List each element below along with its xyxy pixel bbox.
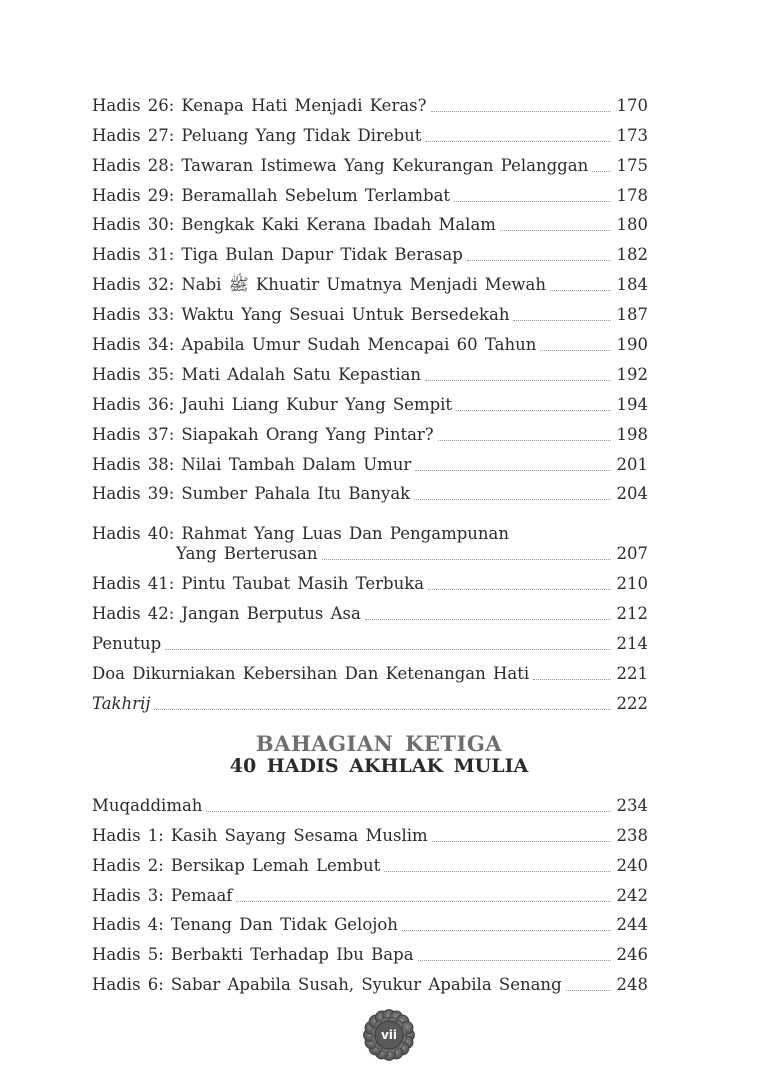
toc-entry-label — [92, 796, 202, 816]
dot-leader — [236, 900, 610, 902]
toc-entry-label — [92, 156, 588, 176]
toc-entry-title: Berbakti Terhadap Ibu Bapa — [170, 945, 414, 965]
hadis-number: Hadis 31: — [92, 245, 175, 265]
toc-entry-title: Apabila Umur Sudah Mencapai 60 Tahun — [181, 335, 537, 355]
dot-leader — [540, 349, 610, 351]
toc-entry[interactable] — [92, 176, 648, 206]
toc-entry-label — [92, 975, 562, 995]
hadis-number: Hadis 40: — [92, 524, 175, 544]
toc-entry[interactable] — [92, 654, 648, 684]
toc-page-number: 246 — [616, 945, 648, 965]
hadis-number: Hadis 4: — [92, 915, 164, 935]
dot-leader — [384, 870, 610, 872]
toc-page-number: 180 — [616, 215, 648, 235]
toc-entry[interactable] — [92, 265, 648, 295]
toc-page-number: 173 — [616, 125, 648, 145]
toc-page-number: 192 — [616, 364, 648, 384]
dot-leader — [428, 588, 610, 590]
hadis-number: Hadis 36: — [92, 394, 175, 414]
hadis-number: Hadis 6: — [92, 975, 164, 995]
toc-entry[interactable] — [92, 86, 648, 116]
hadis-number: Hadis 39: — [92, 484, 175, 504]
hadis-number: Hadis 41: — [92, 574, 175, 594]
toc-page-number: 240 — [616, 855, 648, 875]
toc-entry-label — [92, 365, 421, 385]
dot-leader — [513, 319, 610, 321]
toc-entry-title: Kenapa Hati Menjadi Keras? — [181, 95, 427, 115]
toc-entry-label — [92, 186, 450, 206]
toc-entry[interactable] — [92, 385, 648, 415]
toc-page-number: 184 — [616, 275, 648, 295]
toc-entry[interactable] — [92, 786, 648, 816]
toc-page-number: 170 — [616, 95, 648, 115]
dot-leader — [206, 810, 610, 812]
dot-leader — [418, 959, 611, 961]
toc-entry-line-1 — [92, 514, 648, 544]
toc-entry-label — [92, 604, 361, 624]
dot-leader — [365, 618, 611, 620]
toc-entry-title: Bersikap Lemah Lembut — [170, 855, 381, 875]
toc-entry[interactable] — [92, 355, 648, 385]
toc-entry-label — [92, 395, 452, 415]
toc-entry-title: Kasih Sayang Sesama Muslim — [170, 825, 428, 845]
toc-part-1 — [92, 86, 648, 714]
dot-leader — [432, 840, 611, 842]
hadis-number: Hadis 32: — [92, 275, 175, 295]
toc-entry-title: Tawaran Istimewa Yang Kekurangan Pelanggan — [181, 155, 589, 175]
toc-entry-label — [92, 484, 410, 504]
dot-leader — [533, 678, 610, 680]
toc-entry[interactable] — [92, 846, 648, 876]
dot-leader — [456, 409, 610, 411]
toc-entry-label — [92, 425, 434, 445]
toc-page-number: 201 — [616, 454, 648, 474]
toc-entry[interactable] — [92, 206, 648, 236]
toc-entry-label — [92, 886, 232, 906]
hadis-number: Hadis 5: — [92, 945, 164, 965]
toc-entry[interactable] — [92, 816, 648, 846]
toc-entry-line-2 — [92, 544, 648, 564]
toc-part-2 — [92, 786, 648, 995]
toc-entry-title: Bengkak Kaki Kerana Ibadah Malam — [181, 215, 496, 235]
dot-leader — [154, 708, 610, 710]
toc-page-number: 198 — [616, 424, 648, 444]
toc-page-number: 178 — [616, 185, 648, 205]
toc-entry[interactable] — [92, 965, 648, 995]
dot-leader — [425, 379, 610, 381]
toc-entry-title: Jauhi Liang Kubur Yang Sempit — [181, 394, 453, 414]
toc-page-number: 175 — [616, 155, 648, 175]
toc-page-number: 212 — [616, 604, 648, 624]
toc-entry-label — [92, 634, 161, 654]
toc-page-number: 244 — [616, 915, 648, 935]
dot-leader — [454, 200, 610, 202]
toc-entry[interactable] — [92, 594, 648, 624]
hadis-number: Hadis 29: — [92, 185, 175, 205]
page-number-badge — [362, 1008, 416, 1062]
toc-page-number: 210 — [616, 574, 648, 594]
toc-entry-title: Pemaaf — [170, 885, 233, 905]
toc-page-number: 234 — [616, 795, 648, 815]
toc-entry-label — [92, 826, 428, 846]
toc-entry-title: Waktu Yang Sesuai Untuk Bersedekah — [181, 305, 510, 325]
toc-entry-label — [92, 574, 424, 594]
toc-entry[interactable] — [92, 146, 648, 176]
toc-entry-title: Mati Adalah Satu Kepastian — [181, 364, 422, 384]
hadis-number: Hadis 27: — [92, 125, 175, 145]
toc-page-number: 194 — [616, 394, 648, 414]
dot-leader — [415, 469, 610, 471]
hadis-number: Hadis 3: — [92, 885, 164, 905]
toc-page-number: 182 — [616, 245, 648, 265]
page-number: vii — [380, 1028, 398, 1042]
toc-entry-title: Sumber Pahala Itu Banyak — [181, 484, 411, 504]
toc-entry-title: Sabar Apabila Susah, Syukur Apabila Senang — [170, 975, 562, 995]
toc-entry-title: Penutup — [92, 634, 162, 654]
toc-entry-title: Tenang Dan Tidak Gelojoh — [170, 915, 398, 935]
dot-leader — [550, 289, 611, 291]
dot-leader — [431, 110, 611, 112]
toc-entry[interactable] — [92, 935, 648, 965]
toc-page-number: 204 — [616, 484, 648, 504]
hadis-number: Hadis 2: — [92, 855, 164, 875]
toc-entry-label — [92, 96, 427, 116]
toc-entry-title: Tiga Bulan Dapur Tidak Berasap — [181, 245, 463, 265]
toc-page-number: 242 — [616, 885, 648, 905]
hadis-number: Hadis 35: — [92, 364, 175, 384]
toc-page-number: 207 — [616, 544, 648, 564]
toc-entry[interactable] — [92, 445, 648, 475]
toc-entry-title: Nabi ﷺ Khuatir Umatnya Menjadi Mewah — [181, 275, 546, 295]
dot-leader — [402, 929, 611, 931]
dot-leader — [165, 648, 610, 650]
toc-entry[interactable] — [92, 504, 648, 564]
toc-entry-label — [92, 305, 509, 325]
toc-entry[interactable] — [92, 415, 648, 445]
toc-entry[interactable] — [92, 684, 648, 714]
toc-entry-label — [92, 455, 411, 475]
toc-entry[interactable] — [92, 475, 648, 505]
hadis-number: Hadis 34: — [92, 335, 175, 355]
toc-page-number: 214 — [616, 634, 648, 654]
hadis-number: Hadis 30: — [92, 215, 175, 235]
hadis-number: Hadis 38: — [92, 454, 175, 474]
dot-leader — [438, 439, 611, 441]
dot-leader — [500, 229, 611, 231]
toc-page-number: 187 — [616, 305, 648, 325]
hadis-number: Hadis 28: — [92, 155, 175, 175]
dot-leader — [322, 558, 611, 560]
hadis-number: Hadis 33: — [92, 305, 175, 325]
toc-entry-title: Pintu Taubat Masih Terbuka — [181, 574, 425, 594]
toc-page-number: 238 — [616, 825, 648, 845]
toc-entry[interactable] — [92, 876, 648, 906]
section-heading: BAHAGIAN KETIGA — [255, 731, 503, 756]
toc-entry-title: Jangan Berputus Asa — [181, 604, 361, 624]
toc-entry-label — [92, 245, 463, 265]
toc-entry[interactable] — [92, 906, 648, 936]
hadis-number: Hadis 26: — [92, 95, 175, 115]
toc-page-number: 222 — [616, 693, 648, 713]
toc-entry[interactable] — [92, 235, 648, 265]
toc-entry[interactable] — [92, 564, 648, 594]
dot-leader — [414, 498, 610, 500]
hadis-number: Hadis 42: — [92, 604, 175, 624]
toc-entry-label — [92, 335, 536, 355]
toc-entry-title: Siapakah Orang Yang Pintar? — [181, 424, 434, 444]
dot-leader — [592, 170, 610, 172]
toc-page-number: 221 — [616, 664, 648, 684]
toc-entry[interactable] — [92, 325, 648, 355]
toc-entry[interactable] — [92, 116, 648, 146]
toc-entry-title: Nilai Tambah Dalam Umur — [181, 454, 412, 474]
toc-entry-label — [92, 945, 414, 965]
toc-entry-title: Beramallah Sebelum Terlambat — [181, 185, 451, 205]
toc-entry-label — [92, 275, 546, 295]
dot-leader — [566, 989, 611, 991]
toc-entry[interactable] — [92, 624, 648, 654]
toc-entry-label — [92, 694, 150, 714]
toc-entry-label — [92, 915, 398, 935]
section-subheading: 40 HADIS AKHLAK MULIA — [229, 755, 529, 777]
section-heading-block — [0, 731, 758, 777]
dot-leader — [425, 140, 610, 142]
toc-entry-label — [92, 215, 496, 235]
toc-entry-label — [92, 856, 380, 876]
toc-entry[interactable] — [92, 295, 648, 325]
toc-entry-title: Doa Dikurniakan Kebersihan Dan Ketenangan Hati — [92, 664, 530, 684]
toc-entry-title: Muqaddimah — [92, 795, 203, 815]
hadis-number: Hadis 1: — [92, 825, 164, 845]
toc-entry-title: Rahmat Yang Luas Dan Pengampunan — [181, 524, 509, 544]
toc-entry-title: Takhrij — [92, 693, 151, 713]
toc-entry-label — [92, 664, 529, 684]
toc-entry-title-continued: Yang Berterusan — [176, 544, 318, 564]
hadis-number: Hadis 37: — [92, 424, 175, 444]
dot-leader — [467, 259, 611, 261]
toc-page-number: 248 — [616, 975, 648, 995]
toc-entry-title: Peluang Yang Tidak Direbut — [181, 125, 422, 145]
toc-entry-label — [92, 126, 421, 146]
toc-page-number: 190 — [616, 335, 648, 355]
